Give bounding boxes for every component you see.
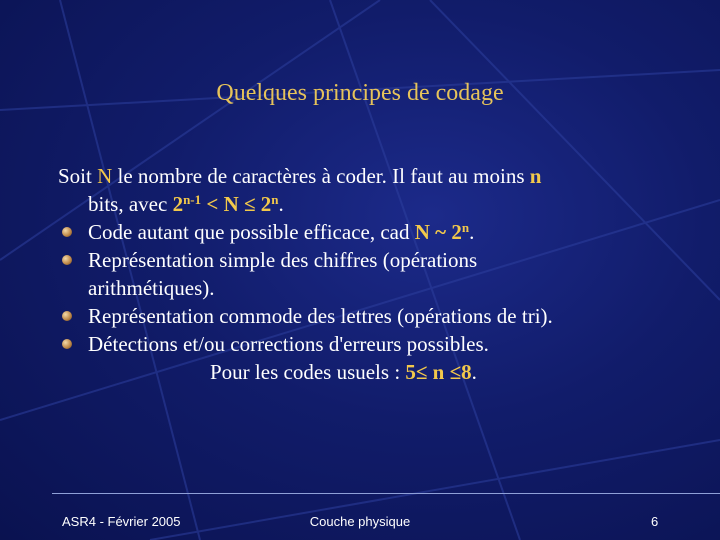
var-N: N [97, 164, 113, 188]
formula-n-approx: N ~ 2$^n$ [414, 220, 470, 244]
intro-paragraph-cont: bits, avec $2^{n-1} < N \le 2^n$. [88, 192, 284, 216]
bullet-item-efficiency: Code autant que possible efficace, cad N ~ 2$^n$. [58, 218, 698, 246]
footer-divider [52, 493, 720, 494]
formula: $2^{n-1} < N \le 2^n$ [172, 192, 279, 216]
bronze-ball-bullet-icon [62, 255, 72, 265]
usual-codes-line: Pour les codes usuels : 5≤ n ≤8. [210, 360, 477, 384]
slide-body [58, 162, 698, 386]
footer-date: ASR4 - Février 2005 [62, 514, 181, 529]
bullet-item-errors: Détections et/ou corrections d'erreurs possibles. [58, 330, 698, 358]
footer-topic: Couche physique [309, 514, 411, 529]
bullet-item-digits: Représentation simple des chiffres (opérations [58, 246, 698, 274]
var-n: n [529, 164, 542, 188]
bronze-ball-bullet-icon [62, 339, 72, 349]
bullet-item-digits-cont: arithmétiques). [88, 276, 215, 300]
bronze-ball-bullet-icon [62, 311, 72, 321]
bronze-ball-bullet-icon [62, 227, 72, 237]
slide-title: Quelques principes de codage [216, 80, 504, 106]
page-number: 6 [651, 514, 659, 529]
intro-paragraph: Soit N le nombre de caractères à coder. Il faut au moins n [58, 164, 542, 188]
bullet-item-letters: Représentation commode des lettres (opérations de tri). [58, 302, 698, 330]
usual-range: 5≤ n ≤8 [405, 360, 472, 384]
